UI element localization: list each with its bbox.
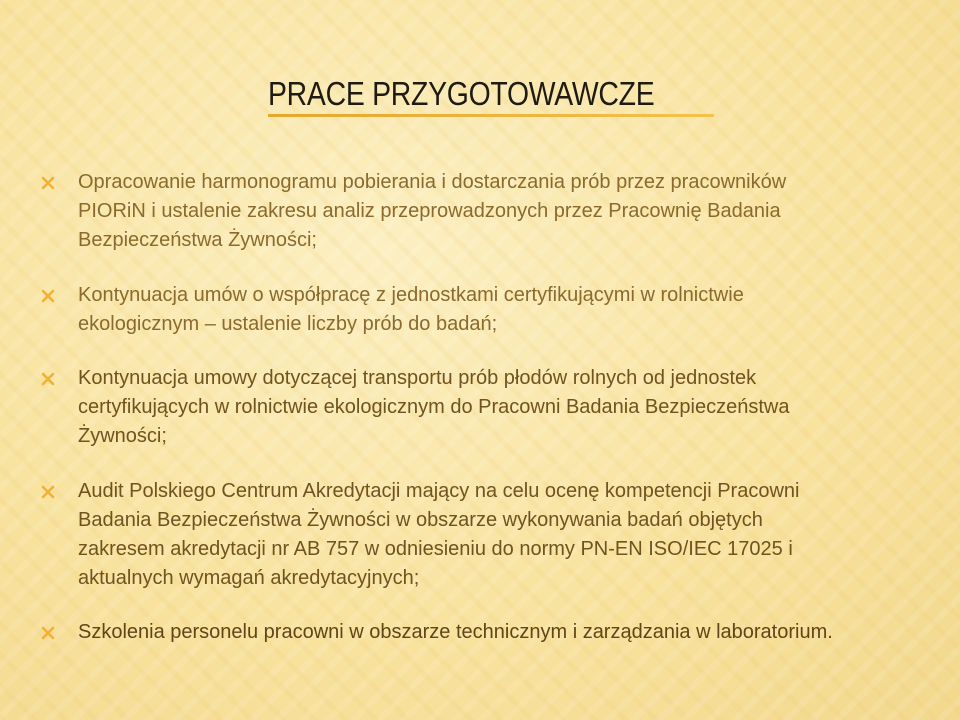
bullet-text: Kontynuacja umowy dotyczącej transportu prób płodów rolnych od jednostek certyfikujących w rolnictwie ekologicznym do Pracowni Badania Bezpieczeństwa Żywności;	[78, 367, 790, 447]
list-item	[40, 281, 940, 339]
x-mark-icon	[40, 484, 56, 500]
slide-title: PRACE PRZYGOTOWAWCZE	[268, 75, 655, 112]
bullet-text: Opracowanie harmonogramu pobierania i dostarczania prób przez pracowników PIORiN i ustalenie zakresu analiz przeprowadzonych przez Pracownię Badania Bezpieczeństwa Żywności;	[78, 171, 787, 251]
list-item	[40, 618, 940, 647]
x-mark-icon	[40, 371, 56, 387]
title-underline	[268, 114, 714, 117]
bullet-text: Kontynuacja umów o współpracę z jednostkami certyfikującymi w rolnictwie ekologicznym – ustalenie liczby prób do badań;	[78, 284, 744, 335]
bullet-list	[40, 168, 940, 647]
list-item	[40, 364, 940, 451]
bullet-text: Audit Polskiego Centrum Akredytacji mający na celu ocenę kompetencji Pracowni Badania Bezpieczeństwa Żywności w obszarze wykonywania badań objętych zakresem akredytacji nr AB 757 w odniesieniu do normy PN-EN ISO/IEC 17025 i aktualnych wymagań akredytacyjnych;	[78, 480, 800, 589]
bullet-text: Szkolenia personelu pracowni w obszarze technicznym i zarządzania w laboratorium.	[78, 621, 833, 643]
x-mark-icon	[40, 625, 56, 641]
title-area	[268, 74, 718, 116]
x-mark-icon	[40, 175, 56, 191]
x-mark-icon	[40, 288, 56, 304]
list-item	[40, 477, 940, 593]
list-item	[40, 168, 940, 255]
